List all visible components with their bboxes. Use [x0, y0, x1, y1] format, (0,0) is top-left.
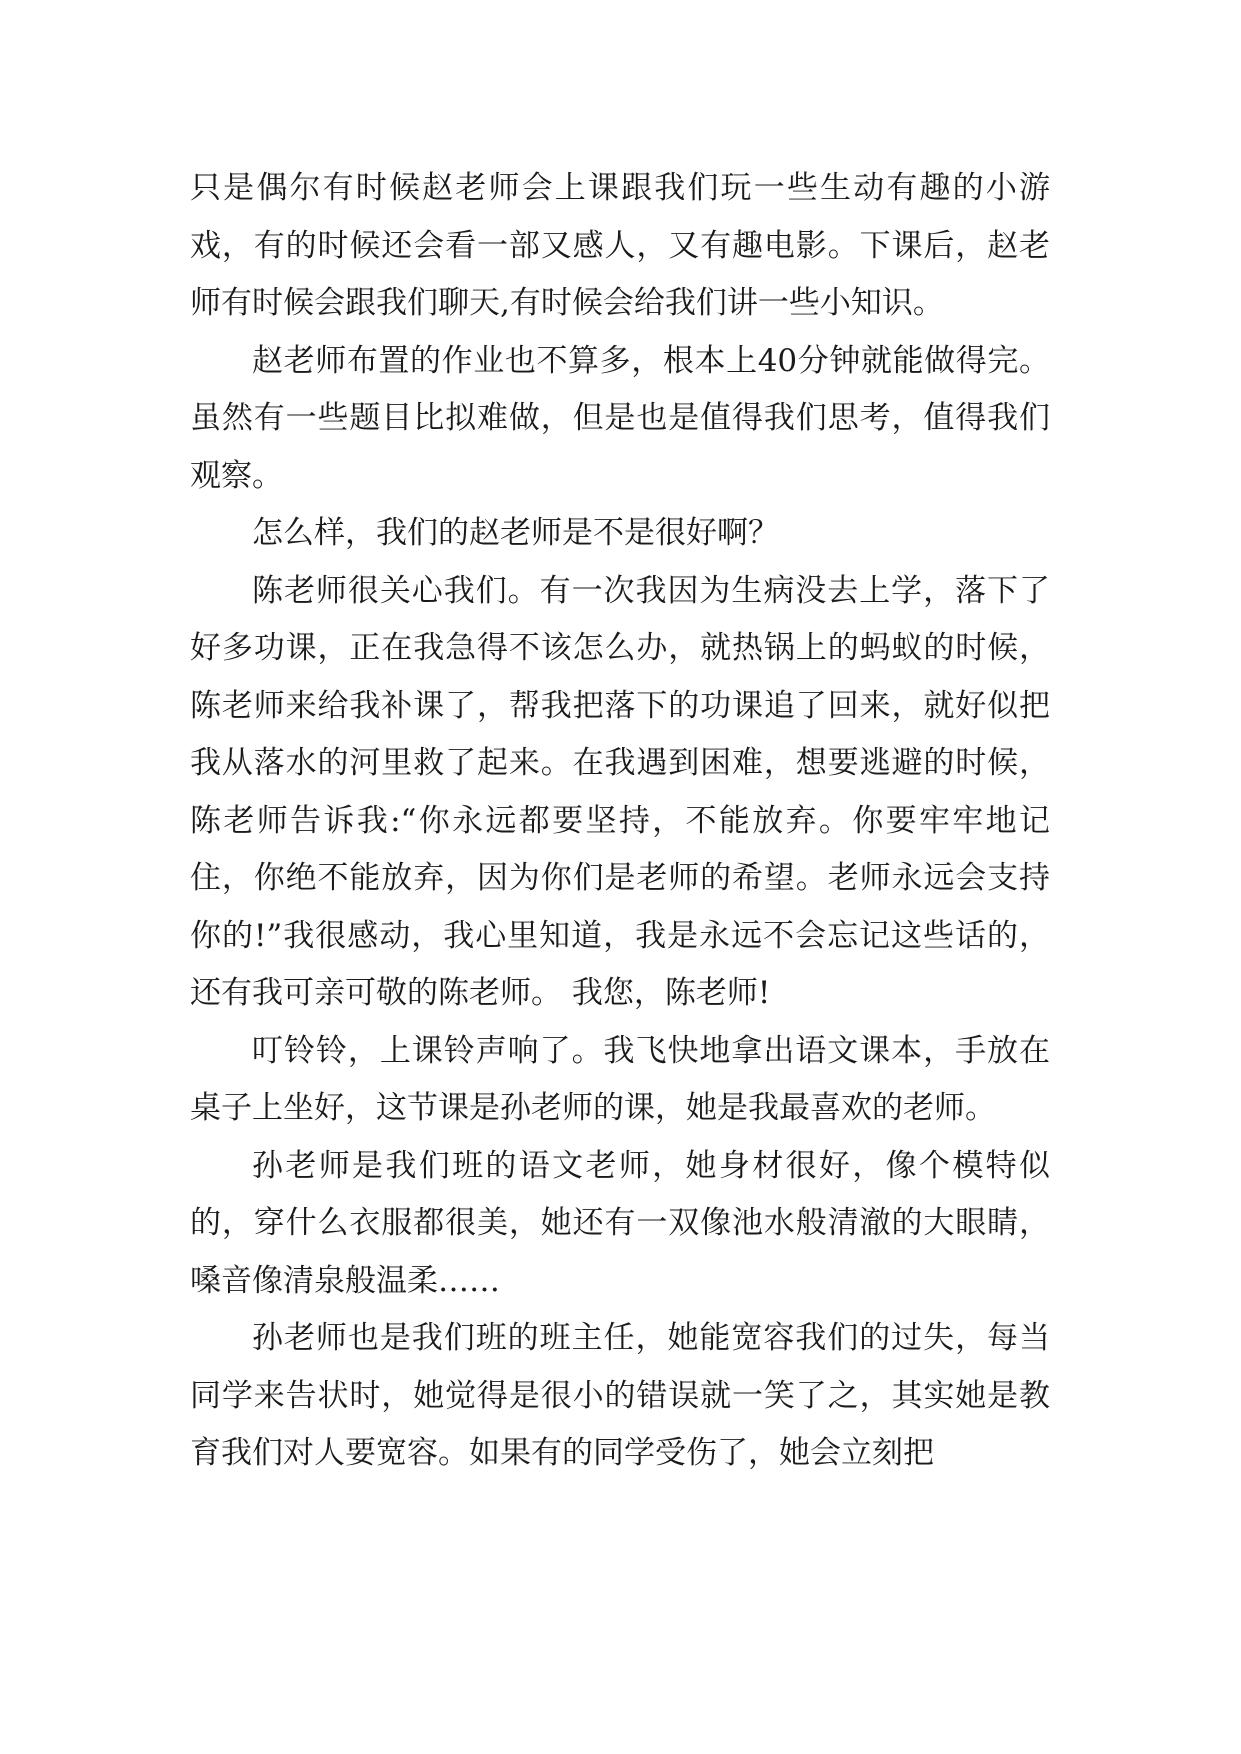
paragraph-2: 赵老师布置的作业也不算多，根本上40分钟就能做得完。虽然有一些题目比拟难做，但是也是值得我们思考，值得我们观察。: [190, 342, 1050, 494]
paragraph-3: 怎么样，我们的赵老师是不是很好啊？: [252, 515, 779, 551]
paragraph-4: 陈老师很关心我们。有一次我因为生病没去上学，落下了好多功课，正在我急得不该怎么办，就热锅上的蚂蚁的时候，陈老师来给我补课了，帮我把落下的功课追了回来，就好似把我从落水的河里救了起来。在我遇到困难，想要逃避的时候，陈老师告诉我:“你永远都要坚持，不能放弃。你要牢牢地记住，你绝不能放弃，因为你们是老师的希望。老师永远会支持你的!”我很感动，我心里知道，我是永远不会忘记这些话的，还有我可亲可敬的陈老师。 我您，陈老师!: [190, 572, 1050, 1011]
paragraph-1: 只是偶尔有时候赵老师会上课跟我们玩一些生动有趣的小游戏，有的时候还会看一部又感人，又有趣电影。下课后，赵老师有时候会跟我们聊天,有时候会给我们讲一些小知识。: [190, 170, 1050, 321]
paragraph-5: 叮铃铃，上课铃声响了。我飞快地拿出语文课本，手放在桌子上坐好，这节课是孙老师的课，她是我最喜欢的老师。: [190, 1032, 1050, 1126]
paragraph-7: 孙老师也是我们班的班主任，她能宽容我们的过失，每当同学来告状时，她觉得是很小的错误就一笑了之，其实她是教育我们对人要宽容。如果有的同学受伤了，她会立刻把: [190, 1320, 1050, 1471]
paragraph-6: 孙老师是我们班的语文老师，她身材很好，像个模特似的，穿什么衣服都很美，她还有一双像池水般清澈的大眼睛，嗓音像清泉般温柔……: [190, 1147, 1050, 1299]
document-body: [190, 160, 1050, 1483]
